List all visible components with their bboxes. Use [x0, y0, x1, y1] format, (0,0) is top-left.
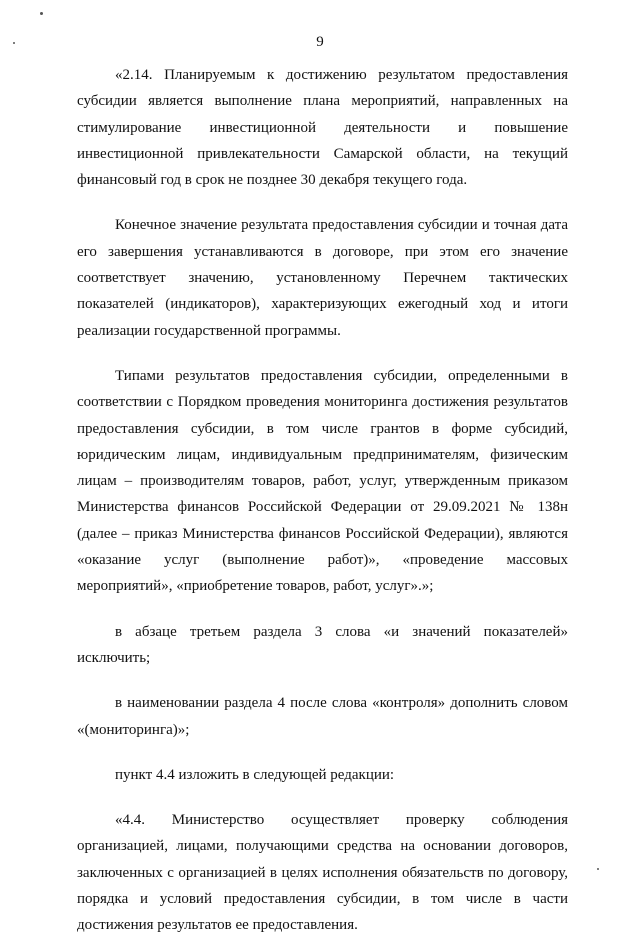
- scan-speck: [597, 868, 599, 870]
- scan-speck: [40, 12, 43, 15]
- paragraph-final-value: Конечное значение результата предоставления субсидии и точная дата его завершения устанавливаются в договоре, при этом его значение соответствует значению, установленному Перечнем тактических показателей (индикаторов), характеризующих ежегодный ход и итоги реализации государственной программы.: [77, 217, 568, 339]
- paragraph-result-types: Типами результатов предоставления субсидии, определенными в соответствии с Порядком проведения мониторинга достижения результатов предоставления субсидии, в том числе грантов в форме субсидий, юридическим лицам, индивидуальным предпринимателям, физическим лицам – производителям товаров, работ, услуг, утвержденным приказом Министерства финансов Российской Федерации от 29.09.2021 № 138н (далее – приказ Министерства финансов Российской Федерации), являются «оказание услуг (выполнение работ)», «проведение массовых мероприятий», «приобретение товаров, работ, услуг».»;: [77, 367, 568, 595]
- paragraph-4-4: «4.4. Министерство осуществляет проверку соблюдения организацией, лицами, получающими средства на основании договоров, заключенных с организацией в целях исполнения обязательств по договору, порядка и условий предоставления субсидии, в том числе в части достижения результатов ее предоставления.: [77, 812, 568, 934]
- paragraph-4-4-intro: пункт 4.4 изложить в следующей редакции:: [115, 766, 395, 783]
- page-number: 9: [316, 34, 324, 50]
- paragraph-section-3-amendment: в абзаце третьем раздела 3 слова «и значений показателей» исключить;: [77, 623, 568, 666]
- paragraph-2-14: «2.14. Планируемым к достижению результатом предоставления субсидии является выполнение плана мероприятий, направленных на стимулирование инвестиционной деятельности и повышение инвестиционной привлекательности Самарской области, на текущий финансовый год в срок не позднее 30 декабря текущего года.: [77, 67, 568, 189]
- body-text: [77, 62, 568, 939]
- paragraph-section-4-title-amendment: в наименовании раздела 4 после слова «контроля» дополнить словом «(мониторинга)»;: [77, 695, 568, 738]
